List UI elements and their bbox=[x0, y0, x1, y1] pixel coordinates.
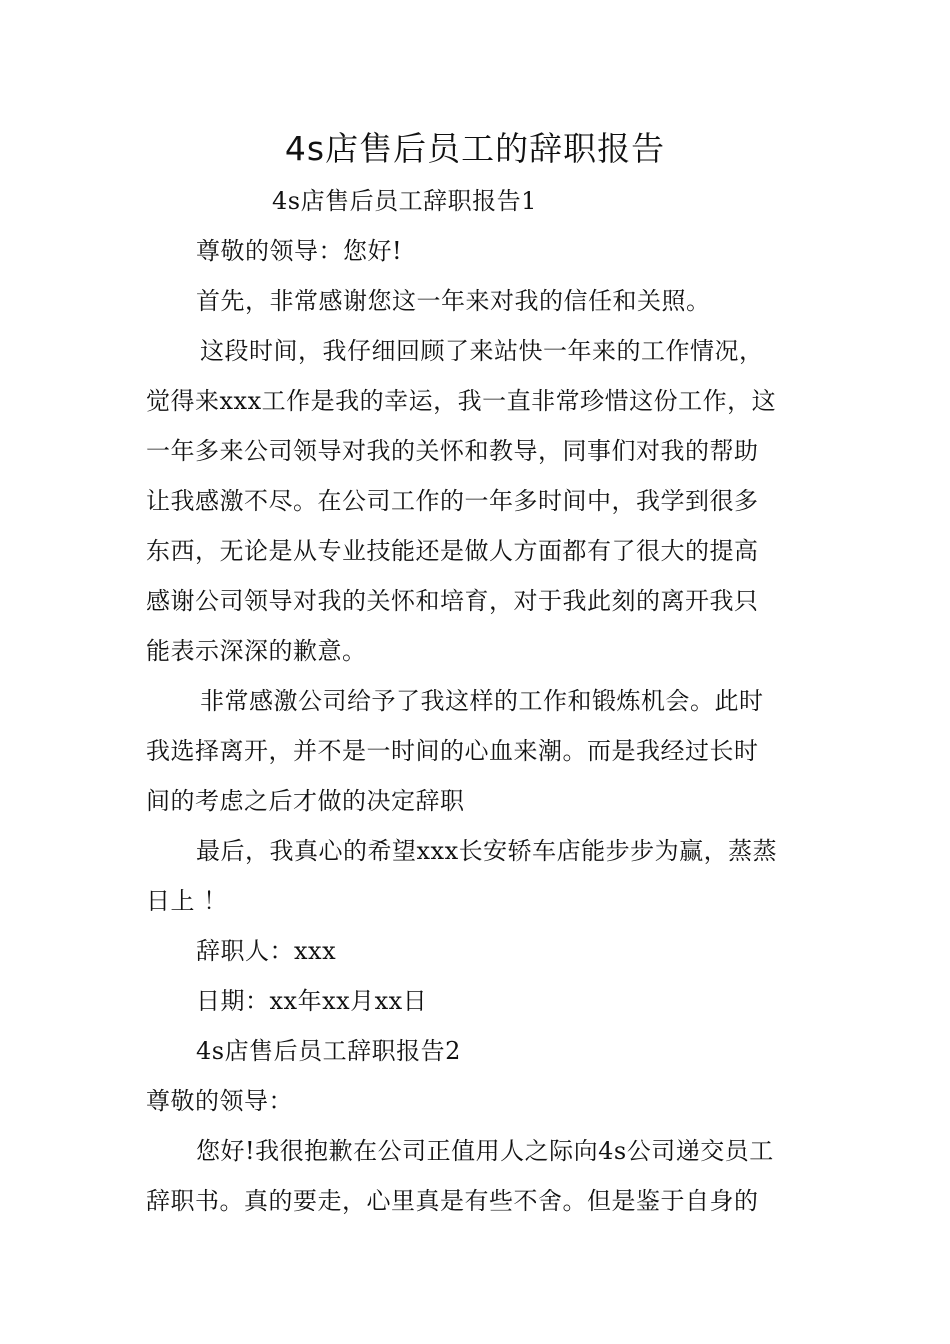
paragraph-2-line-7: 能表示深深的歉意。 bbox=[146, 637, 367, 665]
greeting-1: 尊敬的领导：您好! bbox=[196, 237, 403, 265]
paragraph-2-line-5: 东西，无论是从专业技能还是做人方面都有了很大的提高 bbox=[146, 537, 759, 565]
signer-line: 辞职人：xxx bbox=[196, 937, 337, 965]
paragraph-3-line-2: 我选择离开，并不是一时间的心血来潮。而是我经过长时 bbox=[146, 737, 759, 765]
paragraph-5-line-1: 您好!我很抱歉在公司正值用人之际向4s公司递交员工 bbox=[196, 1137, 774, 1165]
paragraph-2-line-3: 一年多来公司领导对我的关怀和教导，同事们对我的帮助 bbox=[146, 437, 759, 465]
section-heading-1: 4s店售后员工辞职报告1 bbox=[272, 187, 537, 215]
paragraph-4-line-1: 最后，我真心的希望xxx长安轿车店能步步为赢，蒸蒸 bbox=[196, 837, 778, 865]
paragraph-3-line-1: 非常感激公司给予了我这样的工作和锻炼机会。此时 bbox=[200, 687, 764, 715]
greeting-2: 尊敬的领导： bbox=[146, 1087, 293, 1115]
paragraph-2-line-6: 感谢公司领导对我的关怀和培育，对于我此刻的离开我只 bbox=[146, 587, 759, 615]
paragraph-2-line-2: 觉得来xxx工作是我的幸运，我一直非常珍惜这份工作，这 bbox=[146, 387, 777, 415]
paragraph-5-line-2: 辞职书。真的要走，心里真是有些不舍。但是鉴于自身的 bbox=[146, 1187, 759, 1215]
document-title: 4s店售后员工的辞职报告 bbox=[284, 129, 666, 168]
date-line: 日期：xx年xx月xx日 bbox=[196, 987, 428, 1015]
paragraph-4-line-2: 日上 ！ bbox=[146, 887, 228, 915]
paragraph-3-line-3: 间的考虑之后才做的决定辞职 bbox=[146, 787, 465, 815]
paragraph-2-line-4: 让我感激不尽。在公司工作的一年多时间中，我学到很多 bbox=[146, 487, 759, 515]
paragraph-1: 首先，非常感谢您这一年来对我的信任和关照。 bbox=[196, 287, 711, 315]
paragraph-2-line-1: 这段时间，我仔细回顾了来站快一年来的工作情况， bbox=[200, 337, 764, 365]
section-heading-2: 4s店售后员工辞职报告2 bbox=[196, 1037, 461, 1065]
